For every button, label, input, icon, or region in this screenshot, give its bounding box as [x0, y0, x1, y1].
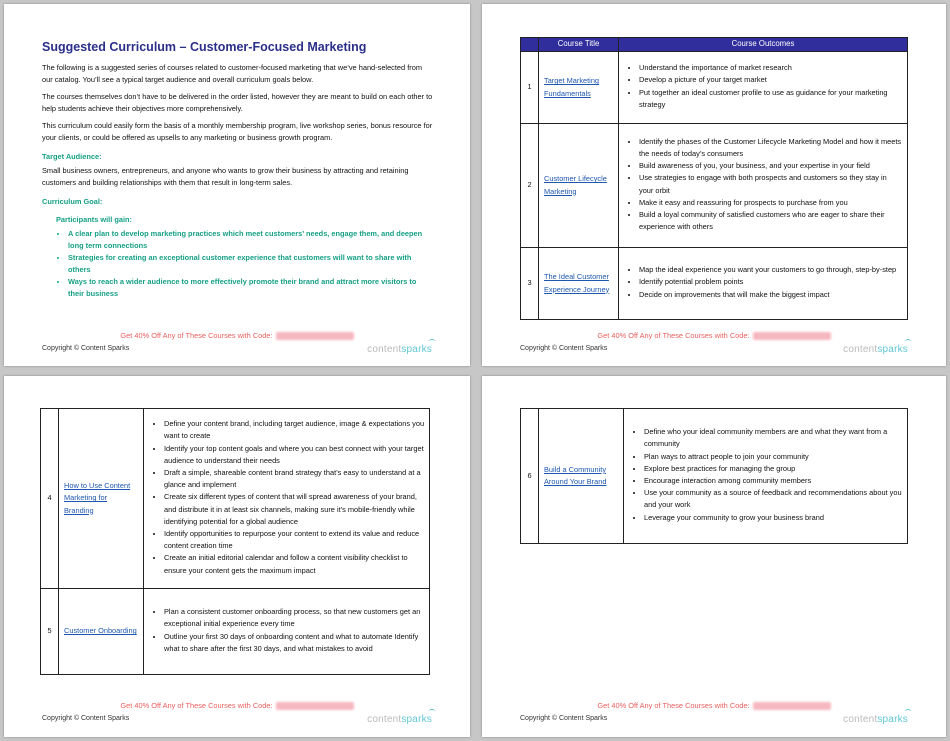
- outcome-list: [148, 606, 425, 655]
- table-row: [521, 52, 908, 124]
- outcome-item: • Develop a picture of your target market: [639, 74, 903, 86]
- outcome-item: • Plan ways to attract people to join your community: [644, 451, 903, 463]
- course-number: 6: [521, 409, 539, 544]
- logo-part: content: [367, 344, 402, 355]
- course-outcomes-cell: [624, 409, 908, 544]
- intro-section: [42, 62, 434, 300]
- outcome-list: [623, 62, 903, 111]
- page-title: Suggested Curriculum – Customer-Focused Marketing: [42, 40, 367, 54]
- logo-part: content: [367, 714, 402, 725]
- course-number: 2: [521, 124, 539, 248]
- logo-part: sparks: [877, 714, 908, 725]
- outcome-item: • Build a loyal community of satisfied customers who are eager to share their experience with others: [639, 209, 903, 233]
- document-page-2: [482, 4, 946, 366]
- outcome-item: • Create an initial editorial calendar and follow a content visibility checklist to ensure your content gets the maximum impact: [164, 552, 425, 576]
- copyright: Copyright © Content Sparks: [42, 345, 130, 352]
- course-outcomes-cell: [144, 589, 430, 675]
- course-title-link[interactable]: Build a Community Around Your Brand: [544, 464, 607, 486]
- course-table: [520, 408, 908, 544]
- logo-part: sparks: [877, 344, 908, 355]
- promo-text: Get 40% Off Any of These Courses with Code:: [120, 331, 273, 340]
- logo-part: content: [843, 344, 878, 355]
- outcome-item: • Understand the importance of market research: [639, 62, 903, 74]
- column-header-course-title: Course Title: [539, 38, 619, 52]
- outcome-item: • Create six different types of content that will spread awareness of your brand, and distribute it in at least six channels, making sure it’s mobile-friendly while identifying potential for a global audience: [164, 491, 425, 528]
- outcome-item: • Leverage your community to grow your business brand: [644, 512, 903, 524]
- course-outcomes-cell: [619, 124, 908, 248]
- course-title-cell: [539, 124, 619, 248]
- promo-text: Get 40% Off Any of These Courses with Code:: [597, 701, 750, 710]
- course-outcomes-cell: [619, 52, 908, 124]
- outcome-item: • Draft a simple, shareable content brand strategy that’s easy to understand at a glance and implement: [164, 467, 425, 491]
- logo-part: content: [843, 714, 878, 725]
- course-outcomes-cell: [619, 248, 908, 320]
- intro-paragraph: The following is a suggested series of courses related to customer-focused marketing that we’ve hand-selected from our catalog. You’ll see a typical target audience and overall curriculum goals below.: [42, 63, 422, 84]
- promo-footer: [482, 331, 946, 340]
- intro-paragraph: The courses themselves don’t have to be delivered in the order listed, however they are meant to build on each other to help students achieve their objectives more comprehensively.: [42, 92, 433, 113]
- outcome-list: [628, 426, 903, 524]
- outcome-item: • Put together an ideal customer profile to use as guidance for your marketing strategy: [639, 87, 903, 111]
- course-outcomes-cell: [144, 409, 430, 589]
- target-audience-heading: Target Audience:: [42, 152, 102, 161]
- copyright: Copyright © Content Sparks: [520, 345, 608, 352]
- course-title-link[interactable]: The Ideal Customer Experience Journey: [544, 272, 610, 294]
- outcome-item: • Encourage interaction among community members: [644, 475, 903, 487]
- intro-paragraph: This curriculum could easily form the basis of a monthly membership program, live workshop series, bonus resource for your clients, or could be offered as upsells to any marketing or business growth program.: [42, 121, 433, 142]
- logo-part: sparks: [401, 344, 432, 355]
- content-sparks-logo: [367, 714, 432, 725]
- content-sparks-logo: [843, 714, 908, 725]
- outcome-item: • Use strategies to engage with both prospects and customers so they stay in your orbit: [639, 172, 903, 196]
- outcome-list: [148, 418, 425, 577]
- course-number: 1: [521, 52, 539, 124]
- course-title-link[interactable]: Customer Lifecycle Marketing: [544, 174, 607, 196]
- course-title-cell: [539, 409, 624, 544]
- outcome-item: • Identify the phases of the Customer Lifecycle Marketing Model and how it meets the needs of today’s consumers: [639, 136, 903, 160]
- goal-item: • Strategies for creating an exceptional customer experience that customers will want to share with others: [68, 252, 434, 276]
- promo-code-redacted: [276, 332, 354, 340]
- table-row: [41, 409, 430, 589]
- promo-footer: [482, 701, 946, 710]
- outcome-item: • Use your community as a source of feedback and recommendations about you and your work: [644, 487, 903, 511]
- participants-gain-label: Participants will gain:: [56, 215, 132, 224]
- course-number: 5: [41, 589, 59, 675]
- outcome-item: • Identify opportunities to repurpose your content to extend its value and reduce content creation time: [164, 528, 425, 552]
- outcome-item: • Map the ideal experience you want your customers to go through, step-by-step: [639, 264, 903, 276]
- logo-part: sparks: [401, 714, 432, 725]
- outcome-item: • Outline your first 30 days of onboarding content and what to automate Identify what to share after the first 30 days, and what mistakes to avoid: [164, 631, 425, 655]
- outcome-item: • Build awareness of you, your business, and your expertise in your field: [639, 160, 903, 172]
- outcome-item: • Plan a consistent customer onboarding process, so that new customers get an exceptional initial experience every time: [164, 606, 425, 630]
- document-page-3: [4, 376, 470, 737]
- table-row: [521, 248, 908, 320]
- outcome-item: • Identify your top content goals and where you can best connect with your target audience to understand their needs: [164, 443, 425, 467]
- promo-code-redacted: [753, 702, 831, 710]
- course-number: 4: [41, 409, 59, 589]
- target-audience-text: Small business owners, entrepreneurs, and anyone who wants to grow their business by attracting and retaining customers and building relationships with them that result in long-term sales.: [42, 166, 409, 187]
- copyright: Copyright © Content Sparks: [42, 715, 130, 722]
- goal-item: • Ways to reach a wider audience to more effectively promote their brand and attract more visitors to their business: [68, 276, 434, 300]
- promo-footer: [4, 701, 470, 710]
- promo-code-redacted: [753, 332, 831, 340]
- course-table: [40, 408, 430, 675]
- content-sparks-logo: [843, 344, 908, 355]
- course-title-link[interactable]: How to Use Content Marketing for Branding: [64, 481, 131, 515]
- goal-list: [56, 228, 434, 300]
- outcome-item: • Identify potential problem points: [639, 276, 903, 288]
- course-title-link[interactable]: Customer Onboarding: [64, 626, 137, 636]
- course-title-link[interactable]: Target Marketing Fundamentals: [544, 76, 600, 98]
- table-row: [521, 124, 908, 248]
- content-sparks-logo: [367, 344, 432, 355]
- promo-text: Get 40% Off Any of These Courses with Code:: [597, 331, 750, 340]
- course-title-cell: [539, 52, 619, 124]
- outcome-list: [623, 264, 903, 301]
- curriculum-goal-heading: Curriculum Goal:: [42, 197, 103, 206]
- document-page-4: [482, 376, 946, 737]
- course-title-cell: [539, 248, 619, 320]
- outcome-item: • Define your content brand, including target audience, image & expectations you want to create: [164, 418, 425, 442]
- table-row: [521, 409, 908, 544]
- goal-item: • A clear plan to develop marketing practices which meet customers’ needs, engage them, and deepen long term connections: [68, 228, 434, 252]
- outcome-item: • Explore best practices for managing the group: [644, 463, 903, 475]
- table-header-row: [521, 38, 908, 52]
- course-number: 3: [521, 248, 539, 320]
- copyright: Copyright © Content Sparks: [520, 715, 608, 722]
- outcome-item: • Decide on improvements that will make the biggest impact: [639, 289, 903, 301]
- course-title-cell: [59, 589, 144, 675]
- outcome-item: • Define who your ideal community members are and what they want from a community: [644, 426, 903, 450]
- column-header-course-outcomes: Course Outcomes: [619, 38, 908, 52]
- column-header-number: [521, 38, 539, 52]
- table-row: [41, 589, 430, 675]
- outcome-item: • Make it easy and reassuring for prospects to purchase from you: [639, 197, 903, 209]
- promo-code-redacted: [276, 702, 354, 710]
- document-page-1: [4, 4, 470, 366]
- promo-footer: [4, 331, 470, 340]
- course-table: [520, 37, 908, 320]
- outcome-list: [623, 136, 903, 234]
- promo-text: Get 40% Off Any of These Courses with Code:: [120, 701, 273, 710]
- course-title-cell: [59, 409, 144, 589]
